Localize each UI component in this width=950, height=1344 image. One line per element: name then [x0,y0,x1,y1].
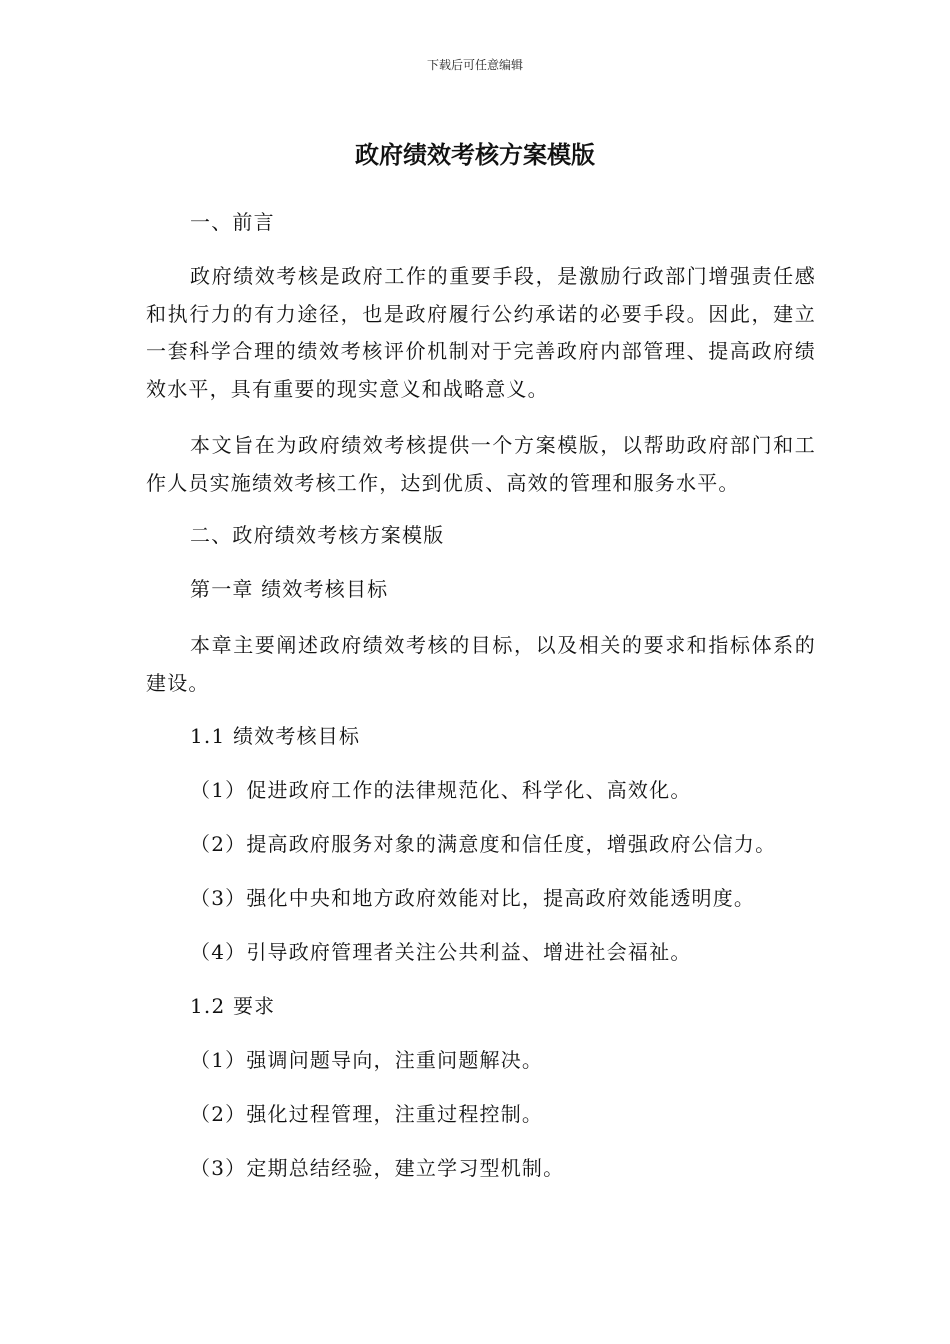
list-item: （1）促进政府工作的法律规范化、科学化、高效化。 [190,778,692,802]
list-item: （2）提高政府服务对象的满意度和信任度，增强政府公信力。 [190,832,777,856]
list-item: （2）强化过程管理，注重过程控制。 [190,1102,544,1126]
chapter-intro-paragraph [146,627,816,702]
paragraph-text: 本文旨在为政府绩效考核提供一个方案模版，以帮助政府部门和工作人员实施绩效考核工作，达到优质、高效的管理和服务水平。 [146,433,816,495]
preface-paragraph-1 [146,258,816,408]
subsection-heading-goals: 1.1 绩效考核目标 [190,724,361,748]
list-item: （1）强调问题导向，注重问题解决。 [190,1048,544,1072]
document-title: 政府绩效考核方案模版 [355,141,595,169]
chapter-heading: 第一章 绩效考核目标 [190,577,389,601]
preface-paragraph-2 [146,427,816,502]
header-note: 下载后可任意编辑 [426,58,523,72]
list-item: （3）强化中央和地方政府效能对比，提高政府效能透明度。 [190,886,756,910]
list-item: （3）定期总结经验，建立学习型机制。 [190,1156,565,1180]
list-item: （4）引导政府管理者关注公共利益、增进社会福祉。 [190,940,692,964]
section-heading-preface: 一、前言 [190,210,275,234]
paragraph-text: 政府绩效考核是政府工作的重要手段，是激励行政部门增强责任感和执行力的有力途径，也是政府履行公约承诺的必要手段。因此，建立一套科学合理的绩效考核评价机制对于完善政府内部管理、提高政府绩效水平，具有重要的现实意义和战略意义。 [146,264,816,401]
paragraph-text: 本章主要阐述政府绩效考核的目标，以及相关的要求和指标体系的建设。 [146,633,816,695]
section-heading-template: 二、政府绩效考核方案模版 [190,523,445,547]
subsection-heading-requirements: 1.2 要求 [190,994,276,1018]
